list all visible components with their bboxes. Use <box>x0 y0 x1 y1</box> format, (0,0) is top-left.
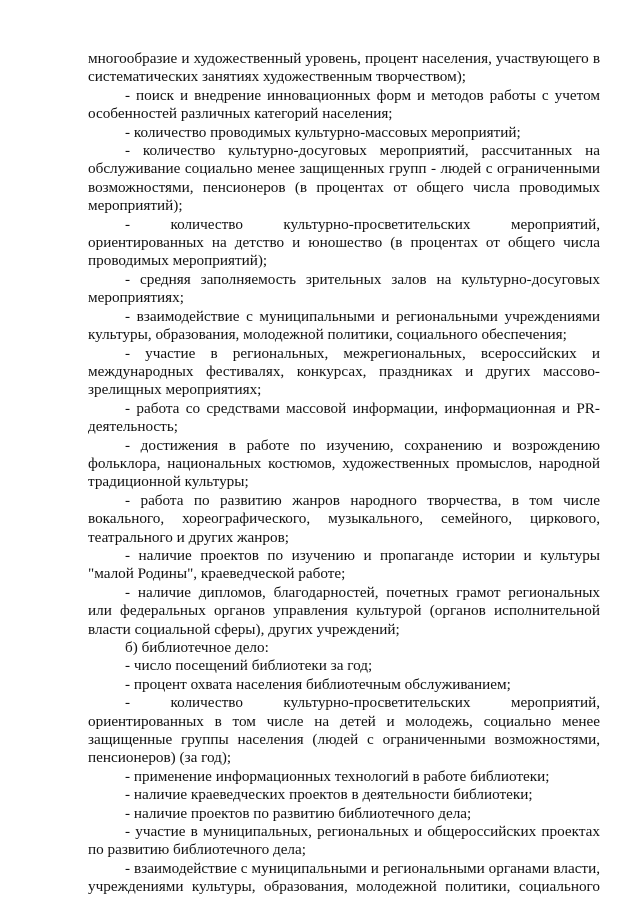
paragraph-4: - количество культурно-досуговых мероприятий, рассчитанных на обслуживание социально менее защищенных групп - людей с ограниченными возможностями, пенсионеров (в процентах от общего числа проводимых мероприятий); <box>88 142 600 215</box>
paragraph-19: - наличие краеведческих проектов в деятельности библиотеки; <box>125 786 533 804</box>
paragraph-5: - количество культурно-просветительских мероприятий, ориентированных на детство и юношество (в процентах от общего числа проводимых мероприятий); <box>88 215 600 270</box>
section-heading-library: б) библиотечное дело: <box>125 639 269 656</box>
paragraph-22: - взаимодействие с муниципальными и региональными органами власти, учреждениями культуры, образования, молодежной политики, социального <box>88 859 600 896</box>
paragraph-1: многообразие и художественный уровень, процент населения, участвующего в систематических занятиях художественным творчеством); <box>88 50 600 86</box>
paragraph-6: - средняя заполняемость зрительных залов на культурно-досуговых мероприятиях; <box>88 270 600 307</box>
paragraph-11: - работа по развитию жанров народного творчества, в том числе вокального, хореографического, музыкального, семейного, циркового, театрального и других жанров; <box>88 491 600 546</box>
paragraph-18: - применение информационных технологий в работе библиотеки; <box>125 767 550 785</box>
paragraph-2: - поиск и внедрение инновационных форм и методов работы с учетом особенностей различных категорий населения; <box>88 86 600 123</box>
paragraph-15: - число посещений библиотеки за год; <box>125 657 373 675</box>
paragraph-8: - участие в региональных, межрегиональных, всероссийских и международных фестивалях, конкурсах, праздниках и других массово-зрелищных мероприятиях; <box>88 344 600 399</box>
paragraph-3: - количество проводимых культурно-массовых мероприятий; <box>125 123 521 141</box>
paragraph-13: - наличие дипломов, благодарностей, почетных грамот региональных или федеральных органов управления культурой (органов исполнительной власти социальной сферы), других учреждений; <box>88 583 600 638</box>
paragraph-20: - наличие проектов по развитию библиотечного дела; <box>125 804 472 822</box>
paragraph-9: - работа со средствами массовой информации, информационная и PR-деятельность; <box>88 399 600 436</box>
paragraph-10: - достижения в работе по изучению, сохранению и возрождению фольклора, национальных костюмов, художественных промыслов, народной традиционной культуры; <box>88 436 600 491</box>
paragraph-16: - процент охвата населения библиотечным обслуживанием; <box>125 675 511 693</box>
paragraph-12: - наличие проектов по изучению и пропаганде истории и культуры "малой Родины", краеведческой работе; <box>88 546 600 583</box>
paragraph-7: - взаимодействие с муниципальными и региональными учреждениями культуры, образования, молодежной политики, социального обеспечения; <box>88 307 600 344</box>
paragraph-21: - участие в муниципальных, региональных и общероссийских проектах по развитию библиотечного дела; <box>88 823 600 859</box>
document-body <box>88 50 600 915</box>
paragraph-17: - количество культурно-просветительских мероприятий, ориентированных в том числе на детей и молодежь, социально менее защищенные группы населения (людей с ограниченными возможностями, пенсионеров) (за год); <box>88 694 600 767</box>
